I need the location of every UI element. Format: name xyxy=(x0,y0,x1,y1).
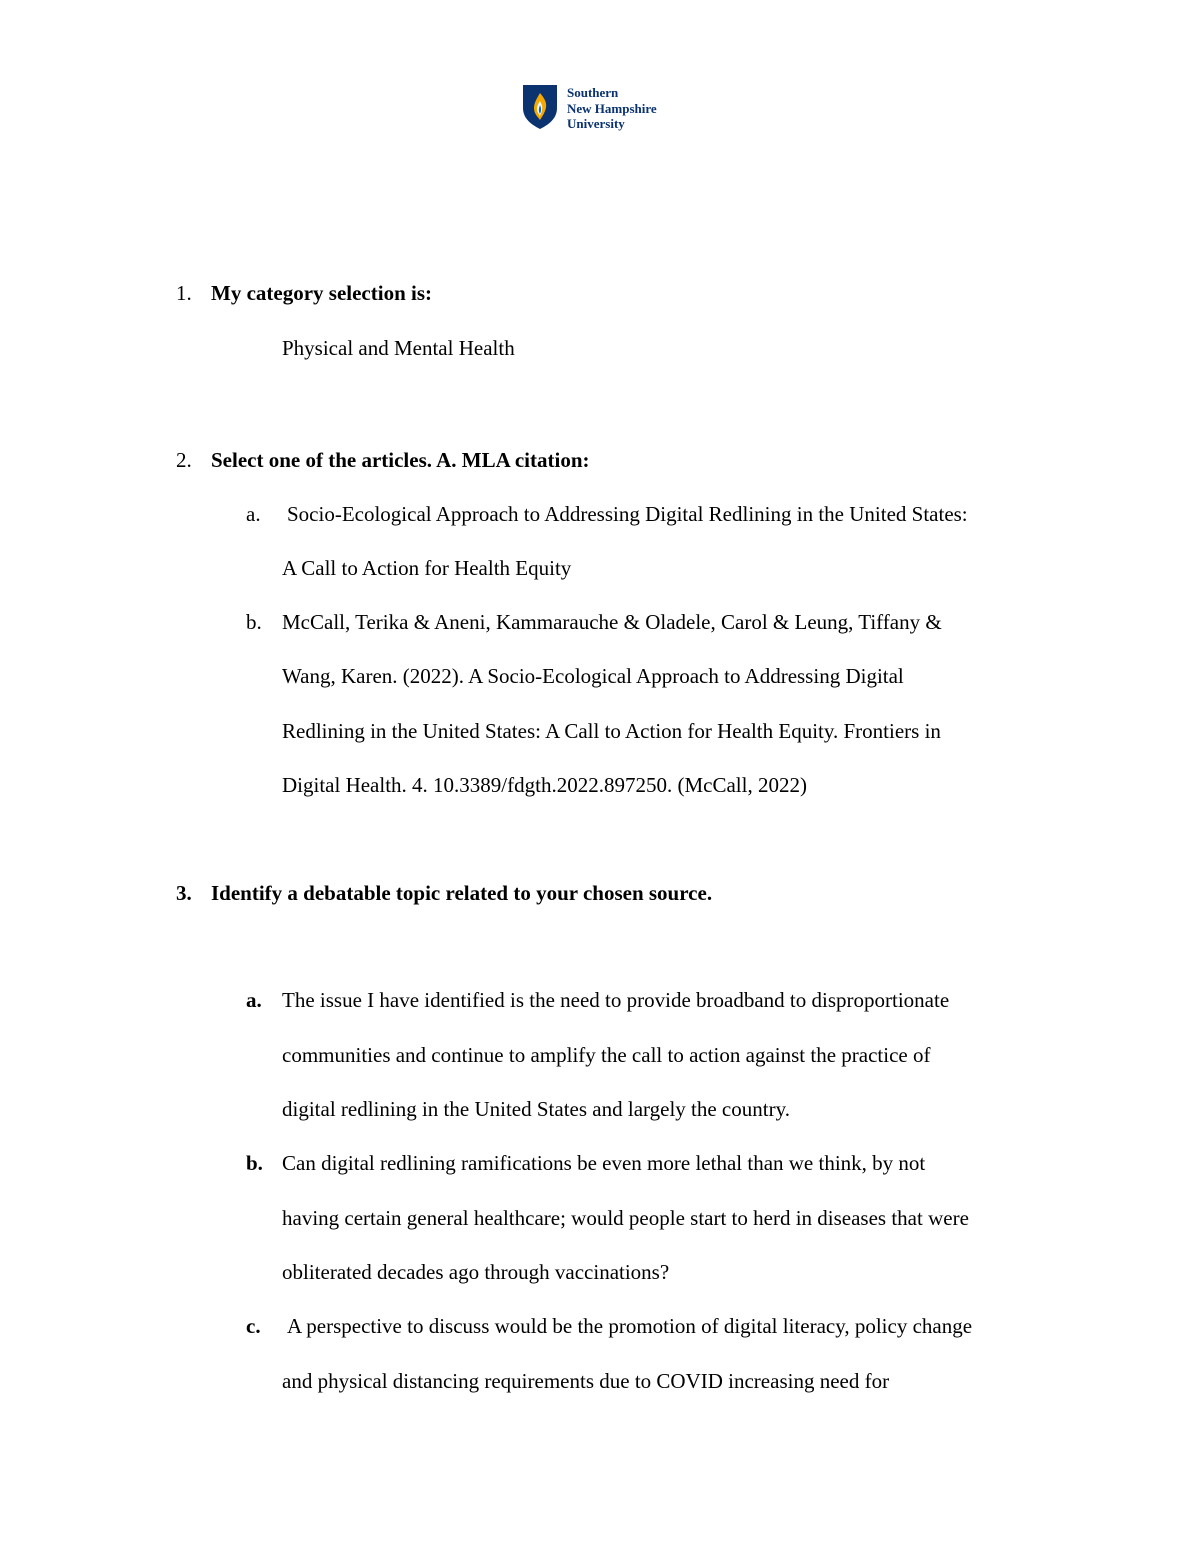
section-2-item-b-line-3: Redlining in the United States: A Call to Action for Health Equity. Frontiers in xyxy=(282,719,941,743)
section-2-item-a-line-2: A Call to Action for Health Equity xyxy=(282,556,572,580)
section-2-item-b-line-2: Wang, Karen. (2022). A Socio-Ecological Approach to Addressing Digital xyxy=(282,664,904,688)
shield-flame-icon xyxy=(522,84,558,130)
section-3-item-b-marker: b. xyxy=(246,1151,263,1175)
section-2-item-a-marker: a. xyxy=(246,502,261,526)
section-3-item-b-line-2: having certain general healthcare; would people start to herd in diseases that were xyxy=(282,1206,969,1230)
university-logo xyxy=(522,84,692,132)
university-name xyxy=(567,85,657,132)
section-1-number: 1. xyxy=(176,281,192,305)
section-1-answer: Physical and Mental Health xyxy=(282,336,515,360)
section-3-item-c-line-1: A perspective to discuss would be the promotion of digital literacy, policy change xyxy=(287,1314,973,1338)
section-2-item-b-line-1: McCall, Terika & Aneni, Kammarauche & Oladele, Carol & Leung, Tiffany & xyxy=(282,610,942,634)
logo-line-1: Southern xyxy=(567,85,619,100)
section-3-item-c-marker: c. xyxy=(246,1314,261,1338)
section-3-item-a-marker: a. xyxy=(246,988,262,1012)
section-3-item-c-line-2: and physical distancing requirements due to COVID increasing need for xyxy=(282,1369,890,1393)
section-3-item-b-line-1: Can digital redlining ramifications be even more lethal than we think, by not xyxy=(282,1151,926,1175)
section-3-heading: Identify a debatable topic related to your chosen source. xyxy=(211,881,713,905)
section-2-item-a-line-1: Socio-Ecological Approach to Addressing Digital Redlining in the United States: xyxy=(287,502,968,526)
section-3-number: 3. xyxy=(176,881,192,905)
section-3-item-a-line-3: digital redlining in the United States and largely the country. xyxy=(282,1097,790,1121)
section-3-item-b-line-3: obliterated decades ago through vaccinations? xyxy=(282,1260,670,1284)
logo-line-3: University xyxy=(567,116,625,131)
logo-line-2: New Hampshire xyxy=(567,100,657,116)
section-1-heading: My category selection is: xyxy=(211,281,433,305)
section-2-heading: Select one of the articles. A. MLA citation: xyxy=(211,448,590,472)
section-2-number: 2. xyxy=(176,448,192,472)
section-2-item-b-marker: b. xyxy=(246,610,262,634)
section-2-item-b-line-4: Digital Health. 4. 10.3389/fdgth.2022.897250. (McCall, 2022) xyxy=(282,773,807,797)
section-3-item-a-line-1: The issue I have identified is the need to provide broadband to disproportionate xyxy=(282,988,950,1012)
section-3-item-a-line-2: communities and continue to amplify the call to action against the practice of xyxy=(282,1043,931,1067)
